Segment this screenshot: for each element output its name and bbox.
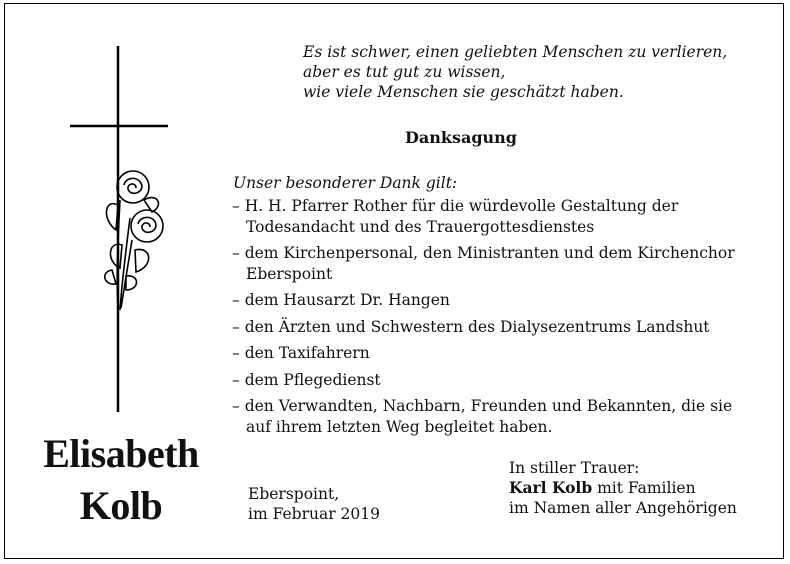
quote-line: wie viele Menschen sie geschätzt haben. — [303, 83, 624, 101]
mourner-name: Karl Kolb — [509, 478, 593, 497]
list-item: – den Ärzten und Schwestern des Dialysezentrums Landshut — [232, 317, 762, 338]
deceased-last-name: Kolb — [79, 483, 163, 528]
quote — [303, 42, 727, 102]
notice-title: Danksagung — [405, 128, 517, 147]
deceased-name — [32, 428, 210, 532]
quote-line: Es ist schwer, einen geliebten Menschen zu verlieren, — [303, 43, 728, 61]
date: im Februar 2019 — [248, 505, 380, 523]
quote-line: aber es tut gut zu wissen, — [303, 63, 506, 81]
list-item: – dem Pflegedienst — [232, 370, 762, 391]
mourners-block — [509, 458, 737, 518]
roses-icon — [105, 171, 163, 310]
list-item: – H. H. Pfarrer Rother für die würdevolle Gestaltung der Todesandacht und des Trauergottesdienstes — [232, 196, 762, 237]
cross-with-roses — [60, 40, 210, 420]
list-item: – dem Hausarzt Dr. Hangen — [232, 290, 762, 311]
mourners-line — [509, 478, 737, 498]
list-item: – den Taxifahrern — [232, 343, 762, 364]
deceased-first-name: Elisabeth — [43, 431, 199, 476]
mourners-heading: In stiller Trauer: — [509, 459, 640, 477]
mourners-line: im Namen aller Angehörigen — [509, 499, 737, 517]
thanks-list — [232, 196, 762, 443]
mourner-suffix: mit Familien — [592, 479, 696, 497]
place-date — [248, 484, 380, 524]
thanks-intro: Unser besonderer Dank gilt: — [233, 174, 458, 192]
list-item: – dem Kirchenpersonal, den Ministranten und dem Kirchenchor Eberspoint — [232, 243, 762, 284]
list-item: – den Verwandten, Nachbarn, Freunden und Bekannten, die sie auf ihrem letzten Weg begleitet haben. — [232, 396, 762, 437]
place: Eberspoint, — [248, 485, 340, 503]
